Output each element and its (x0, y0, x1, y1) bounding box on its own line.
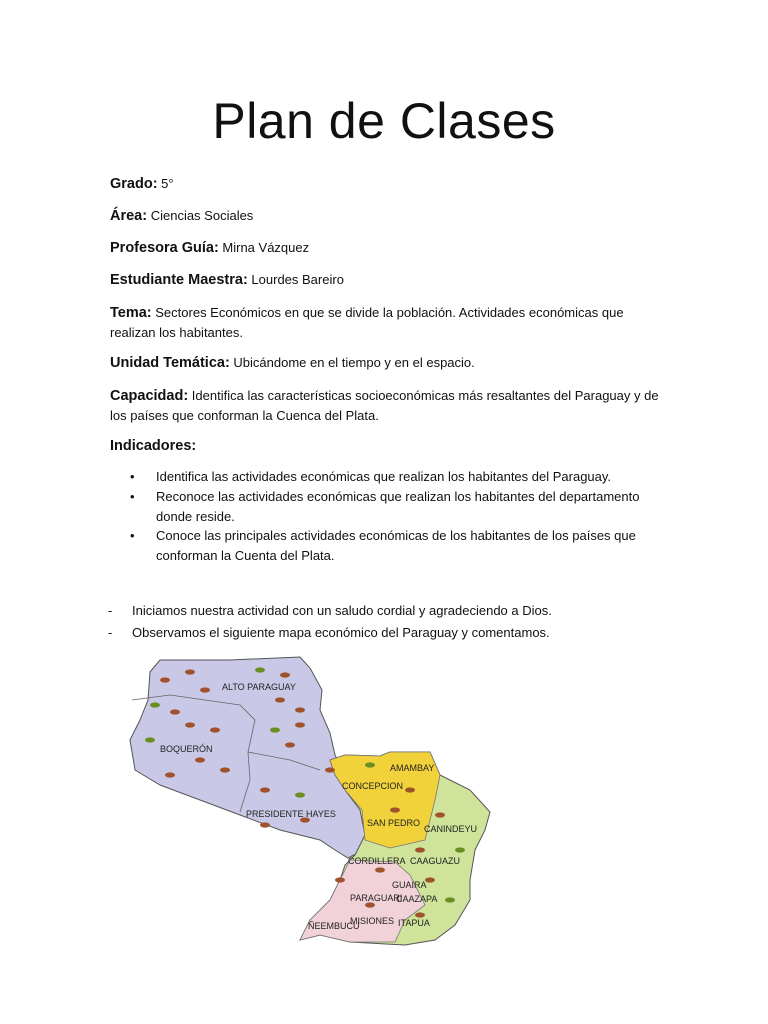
cattle-icon (295, 707, 305, 712)
label-misiones: MISIONES (350, 916, 395, 926)
cattle-icon (185, 669, 195, 674)
label-alto-paraguay: ALTO PARAGUAY (222, 682, 296, 692)
field-unidad: Unidad Temática: Ubicándome en el tiempo y en el espacio. (110, 355, 475, 371)
field-profesora: Profesora Guía: Mirna Vázquez (110, 240, 310, 256)
cattle-icon (295, 792, 305, 797)
label-concepcion: CONCEPCION (342, 781, 404, 791)
field-grado: Grado: 5° (110, 176, 174, 192)
cattle-icon (415, 847, 425, 852)
cattle-icon (145, 737, 155, 742)
cattle-icon (405, 787, 415, 792)
cattle-icon (275, 697, 285, 702)
cattle-icon (170, 709, 180, 714)
cattle-icon (325, 767, 335, 772)
cattle-icon (260, 787, 270, 792)
label-cordillera: CORDILLERA (348, 856, 406, 866)
cattle-icon (365, 902, 375, 907)
cattle-icon (165, 772, 175, 777)
cattle-icon (260, 822, 270, 827)
label-caazapa: CAAZAPA (396, 894, 438, 904)
step-item: - Observamos el siguiente mapa económico del Paraguay y comentamos. (108, 625, 550, 640)
cattle-icon (195, 757, 205, 762)
cattle-icon (455, 847, 465, 852)
indicadores-heading: Indicadores: (110, 438, 197, 454)
cattle-icon (285, 742, 295, 747)
label-san-pedro: SAN PEDRO (367, 818, 421, 828)
field-capacidad: Capacidad: Identifica las características socioeconómicas más resaltantes del Paraguay y de los países que conforman la Cuenca del Plata. (110, 388, 659, 423)
label-caaguazu: CAAGUAZU (410, 856, 461, 866)
cattle-icon (185, 722, 195, 727)
cattle-icon (445, 897, 455, 902)
cattle-icon (270, 727, 280, 732)
cattle-icon (220, 767, 230, 772)
field-tema: Tema: Sectores Económicos en que se divide la población. Actividades económicas que realizan los habitantes. (110, 305, 624, 340)
label-amambay: AMAMBAY (390, 763, 435, 773)
label-canindeyu: CANINDEYU (424, 824, 478, 834)
cattle-icon (295, 722, 305, 727)
cattle-icon (160, 677, 170, 682)
cattle-icon (280, 672, 290, 677)
cattle-icon (435, 812, 445, 817)
page-title: Plan de Clases (212, 93, 556, 149)
label-neembucu: ÑEEMBUCU (308, 921, 360, 931)
field-area: Área: Ciencias Sociales (110, 208, 254, 224)
cattle-icon (200, 687, 210, 692)
label-paraguari: PARAGUARI (350, 893, 403, 903)
label-boqueron: BOQUERÓN (160, 744, 213, 754)
label-guaira: GUAIRA (392, 880, 427, 890)
cattle-icon (150, 702, 160, 707)
step-item: - Iniciamos nuestra actividad con un saludo cordial y agradeciendo a Dios. (108, 603, 552, 618)
field-estudiante: Estudiante Maestra: Lourdes Bareiro (110, 272, 344, 288)
cattle-icon (390, 807, 400, 812)
cattle-icon (335, 877, 345, 882)
cattle-icon (365, 762, 375, 767)
cattle-icon (415, 912, 425, 917)
label-itapua: ITAPUA (398, 918, 430, 928)
cattle-icon (255, 667, 265, 672)
cattle-icon (375, 867, 385, 872)
cattle-icon (210, 727, 220, 732)
label-presidente-hayes: PRESIDENTE HAYES (246, 809, 336, 819)
